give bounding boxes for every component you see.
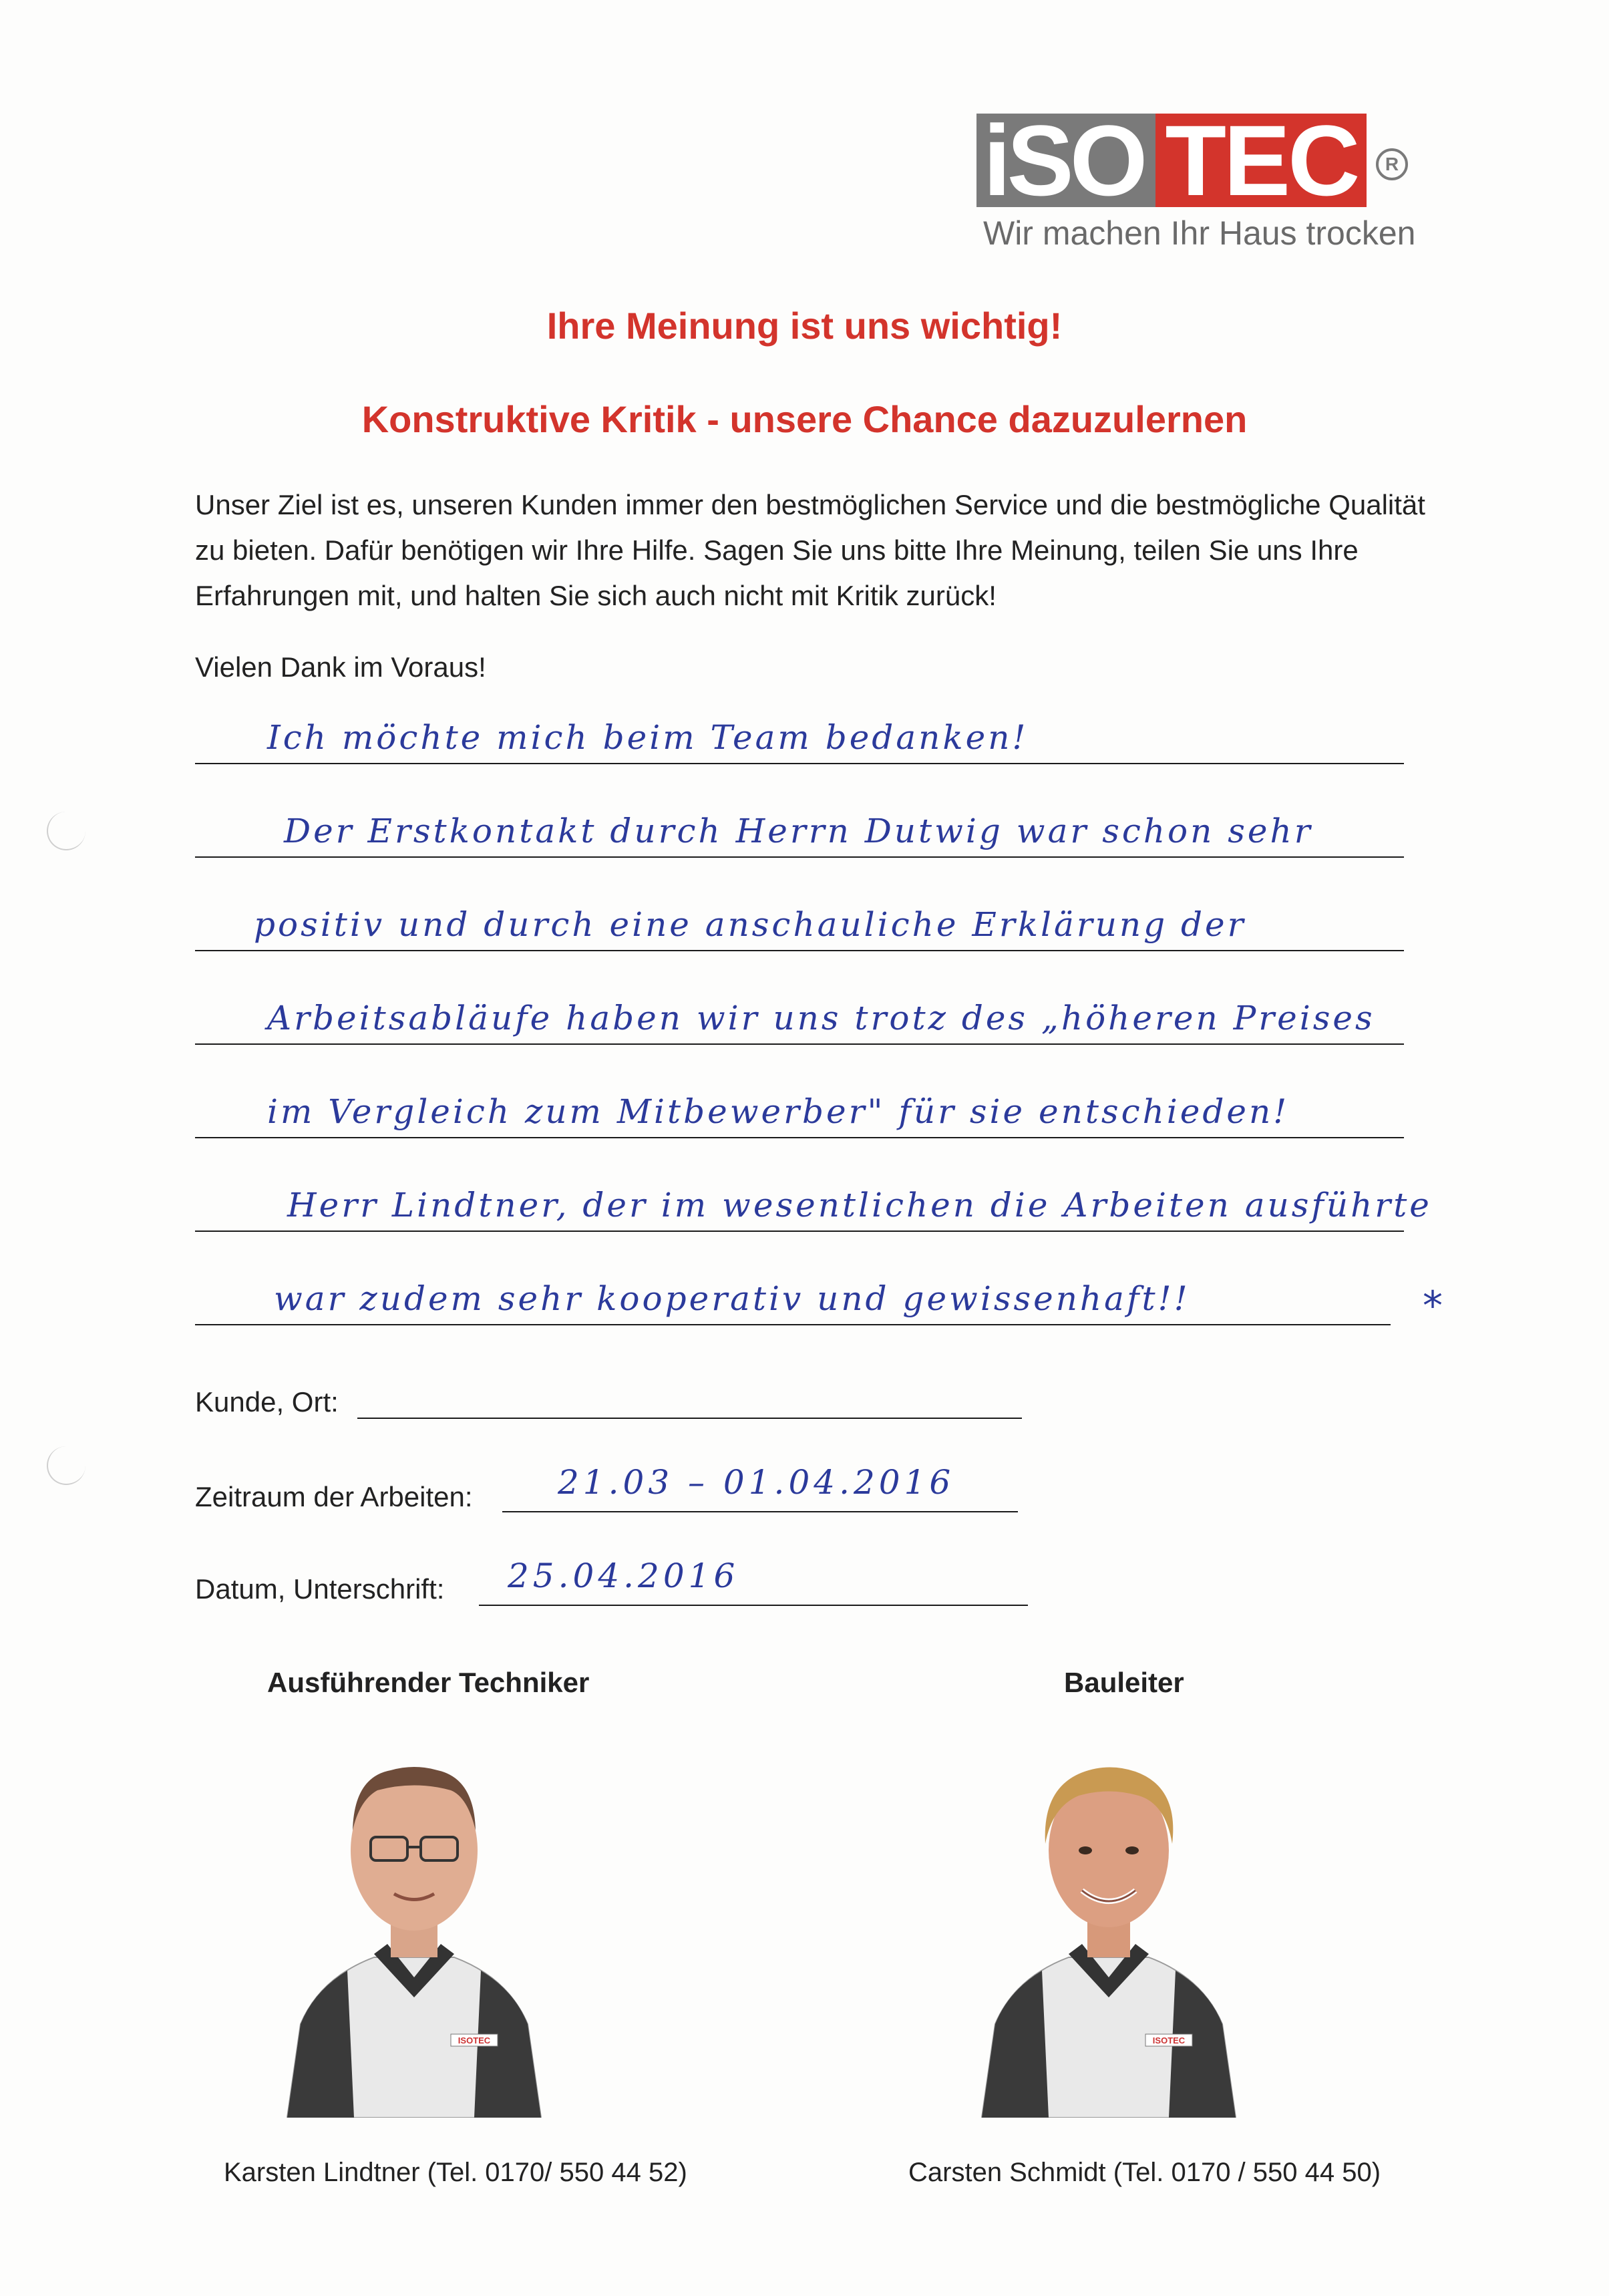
logo-tec-text: TEC xyxy=(1155,114,1367,207)
feedback-rule-1 xyxy=(195,763,1404,764)
customer-field-line xyxy=(357,1418,1022,1419)
date-field-line xyxy=(479,1605,1028,1606)
feedback-rule-6 xyxy=(195,1231,1404,1232)
feedback-line-4: Arbeitsabläufe haben wir uns trotz des „höheren Preises xyxy=(267,999,1375,1037)
feedback-rule-7 xyxy=(195,1324,1391,1325)
logo-wordmark xyxy=(976,104,1367,216)
technician-caption: Karsten Lindtner (Tel. 0170/ 550 44 52) xyxy=(224,2158,687,2187)
technician-role: Ausführender Techniker xyxy=(267,1667,590,1698)
period-label: Zeitraum der Arbeiten: xyxy=(195,1481,473,1512)
site-manager-role: Bauleiter xyxy=(1064,1667,1184,1698)
punch-hole-lower xyxy=(47,1446,85,1485)
site-manager-photo xyxy=(968,1737,1249,2138)
feedback-line-2: Der Erstkontakt durch Herrn Dutwig war schon sehr xyxy=(284,812,1313,850)
feedback-line-1: Ich möchte mich beim Team bedanken! xyxy=(267,718,1029,757)
feedback-line-5: im Vergleich zum Mitbewerber" für sie entschieden! xyxy=(267,1092,1290,1131)
intro-paragraph: Unser Ziel ist es, unseren Kunden immer den bestmöglichen Service und die bestmögliche Qualität zu bieten. Dafür benötigen wir Ihre Hilfe. Sagen Sie uns bitte Ihre Meinung, teilen Sie uns Ihre Erfahrungen mit, und halten Sie sich auch nicht mit Kritik zurück! xyxy=(195,489,1425,611)
page-subtitle: Konstruktive Kritik - unsere Chance dazuzulernen xyxy=(361,398,1248,440)
annotation-star: * xyxy=(1423,1283,1443,1329)
isotec-logo xyxy=(976,104,1417,267)
page-title: Ihre Meinung ist uns wichtig! xyxy=(546,305,1063,347)
period-value: 21.03 – 01.04.2016 xyxy=(558,1463,955,1502)
period-field-line xyxy=(502,1511,1018,1512)
feedback-rule-3 xyxy=(195,950,1404,951)
feedback-rule-4 xyxy=(195,1043,1404,1045)
customer-label: Kunde, Ort: xyxy=(195,1386,339,1418)
technician-shirt-logo: ISOTEC xyxy=(458,2035,491,2045)
thanks-text: Vielen Dank im Voraus! xyxy=(195,651,486,683)
logo-tagline: Wir machen Ihr Haus trocken xyxy=(983,214,1416,252)
site-manager-caption: Carsten Schmidt (Tel. 0170 / 550 44 50) xyxy=(908,2158,1381,2187)
feedback-rule-5 xyxy=(195,1137,1404,1138)
date-label: Datum, Unterschrift: xyxy=(195,1573,445,1605)
technician-portrait-icon xyxy=(274,1717,554,2118)
technician-photo xyxy=(274,1717,554,2118)
date-value: 25.04.2016 xyxy=(508,1556,739,1595)
site-manager-shirt-logo: ISOTEC xyxy=(1152,2035,1186,2045)
punch-hole-upper xyxy=(47,812,85,850)
feedback-rule-2 xyxy=(195,856,1404,858)
registered-mark: R xyxy=(1376,148,1408,180)
logo-iso-text: iSO xyxy=(976,114,1155,207)
feedback-line-3: positiv und durch eine anschauliche Erklärung der xyxy=(254,905,1246,944)
feedback-line-6: Herr Lindtner, der im wesentlichen die Arbeiten ausführte xyxy=(287,1186,1432,1224)
site-manager-portrait-icon xyxy=(968,1737,1249,2118)
feedback-line-7: war zudem sehr kooperativ und gewissenhaft!! xyxy=(274,1279,1190,1318)
